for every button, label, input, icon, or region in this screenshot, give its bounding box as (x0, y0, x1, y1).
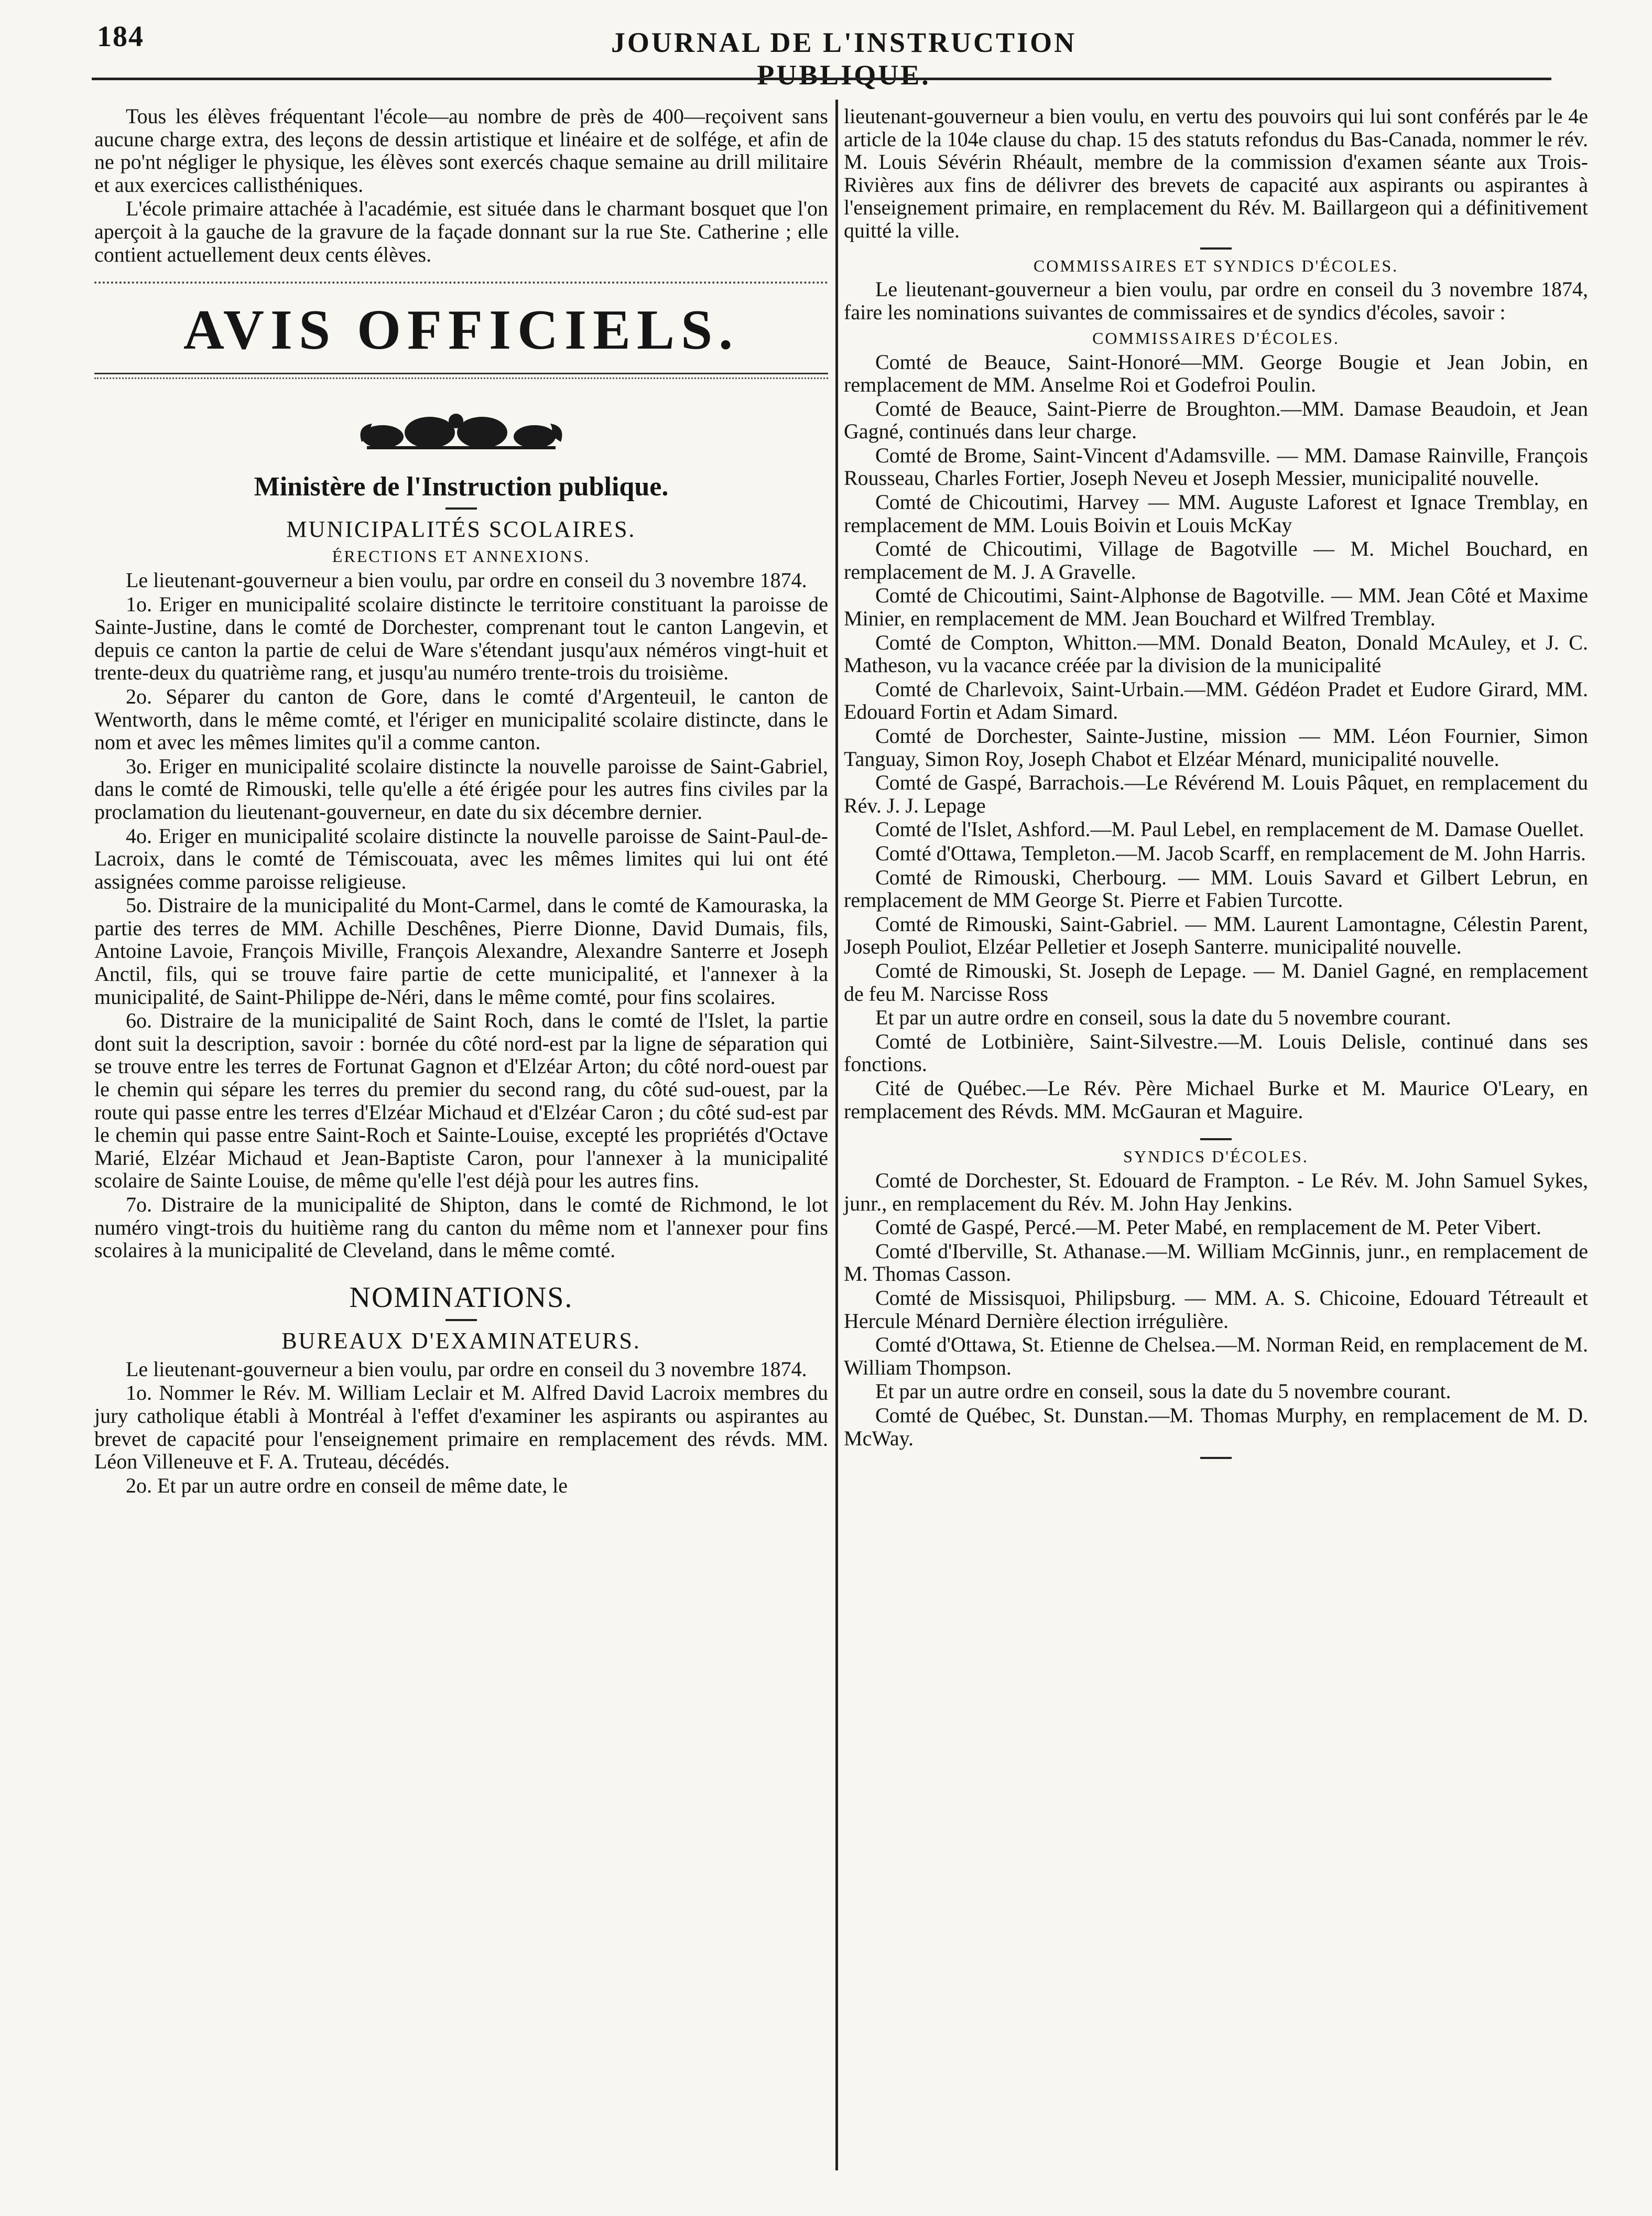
syndic-entry: Comté de Québec, St. Dunstan.—M. Thomas Murphy, en remplacement de M. D. McWay. (844, 1403, 1588, 1450)
short-rule (445, 1319, 477, 1321)
short-rule (1200, 247, 1232, 250)
erection-paragraph: 2o. Séparer du canton de Gore, dans le comté d'Argenteuil, le canton de Wentworth, dans le même comté, et l'ériger en municipalité scolaire distincte, dans le nom et avec les mêmes limites qu'il a comme canton. (94, 684, 828, 754)
commissaire-entry: Comté de Compton, Whitton.—MM. Donald Beaton, Donald McAuley, et J. C. Matheson, vu la vacance créée par la division de la municipalité (844, 630, 1588, 677)
erection-paragraph: 3o. Eriger en municipalité scolaire distincte la nouvelle paroisse de Saint-Gabriel, dans le comté de Rimouski, telle qu'elle a été érigée pour les autres fins civiles par la proclamation du lieutenant-gouverneur, en date du six décembre dernier. (94, 754, 828, 824)
commissaire-entry: Comté de Dorchester, Sainte-Justine, mission — MM. Léon Fournier, Simon Tanguay, Simon Roy, Joseph Chabot et Elzéar Ménard, municipalité nouvelle. (844, 724, 1588, 771)
syndic-entry: Comté de Dorchester, St. Edouard de Frampton. - Le Rév. M. John Samuel Sykes, junr., en remplacement du Rév. M. John Hay Jenkins. (844, 1168, 1588, 1215)
ministry-heading: Ministère de l'Instruction publique. (254, 472, 669, 502)
syndic-entry: Comté d'Iberville, St. Athanase.—M. William McGinnis, junr., en remplacement de M. Thomas Casson. (844, 1239, 1588, 1286)
bureaux-heading: BUREAUX D'EXAMINATEURS. (281, 1327, 641, 1354)
nominations-heading: NOMINATIONS. (349, 1281, 573, 1314)
printer-ornament-icon (94, 410, 828, 457)
bureaux-paragraph: 2o. Et par un autre ordre en conseil de même date, le (126, 1473, 568, 1497)
erection-paragraph: 5o. Distraire de la municipalité du Mont-Carmel, dans le comté de Kamouraska, la partie des terres de MM. Achille Deschênes, Pierre Dionne, David Dumais, fils, Antoine Lavoie, François Miville, François Alexandre, Alexandre Santerre et Joseph Anctil, fils, qui se trouve faire partie de cette municipalité, et l'annexer à la municipalité, de Saint-Philippe de-Néri, dans le même comté, pour fins scolaires. (94, 893, 828, 1009)
commissaire-entry: Comté de Rimouski, Saint-Gabriel. — MM. Laurent Lamontagne, Célestin Parent, Joseph Pouliot, Elzéar Pelletier et Joseph Santerre. municipalité nouvelle. (844, 912, 1588, 959)
continuation-paragraph: lieutenant-gouverneur a bien voulu, en vertu des pouvoirs qui lui sont conférés par le 4e article de la 104e clause du chap. 15 des statuts refondus du Bas-Canada, nommer le rév. M. Louis Sévérin Rhéault, membre de la commission d'examen séante aux Trois-Rivières aux fins de délivrer des brevets de capacité aux aspirants ou aspirantes à l'enseignement primaire, en remplacement du Rév. M. Baillargeon qui a définitivement quitté la ville. (844, 104, 1588, 242)
commissaire-entry: Cité de Québec.—Le Rév. Père Michael Burke et M. Maurice O'Leary, en remplacement des Révds. MM. McGauran et Maguire. (844, 1076, 1588, 1123)
intro-paragraph: Tous les élèves fréquentant l'école—au nombre de près de 400—reçoivent sans aucune charge extra, des leçons de dessin artistique et linéaire et de solfége, et afin de ne po'nt négliger le physique, les élèves sont exercés chaque semaine au drill militaire et aux exercices callisthéniques. (94, 104, 828, 197)
syndic-entry: Et par un autre ordre en conseil, sous la date du 5 novembre courant. (875, 1379, 1451, 1403)
right-column (844, 105, 1588, 1459)
running-head: JOURNAL DE L'INSTRUCTION PUBLIQUE. (611, 27, 1077, 91)
avis-officiels-title: AVIS OFFICIELS. (183, 299, 740, 362)
commissaires-syndics-heading: COMMISSAIRES ET SYNDICS D'ÉCOLES. (1033, 256, 1399, 275)
divider-rule (94, 282, 828, 284)
commissaire-entry: Comté de Charlevoix, Saint-Urbain.—MM. Gédéon Pradet et Eudore Girard, MM. Edouard Fortin et Adam Simard. (844, 677, 1588, 724)
erection-paragraph: 4o. Eriger en municipalité scolaire distincte la nouvelle paroisse de Saint-Paul-de-Lacroix, dans le comté de Témiscouata, avec les mêmes limites qui lui ont été assignées comme paroisse religieuse. (94, 824, 828, 893)
erection-paragraph: 1o. Eriger en municipalité scolaire distincte le territoire constituant la paroisse de Sainte-Justine, dans le comté de Dorchester, comprenant tout le canton Langevin, et depuis ce canton la partie de celui de Ware s'étendant jusqu'aux néméros vingt-huit et trente-deux du quatrième rang, et jusqu'au numéro trente-trois du troisième. (94, 592, 828, 685)
bureaux-paragraph: 1o. Nommer le Rév. M. William Leclair et M. Alfred David Lacroix membres du jury catholique établi à Montréal à l'effet d'examiner les aspirants ou aspirantes au brevet de capacité pour l'enseignement primaire en remplacement des révds. MM. Léon Villeneuve et F. A. Truteau, décédés. (94, 1381, 828, 1474)
short-rule (1200, 1138, 1232, 1140)
commissaire-entry: Comté de Lotbinière, Saint-Silvestre.—M. Louis Delisle, continué dans ses fonctions. (844, 1029, 1588, 1076)
commissaire-entry: Comté de Chicoutimi, Saint-Alphonse de Bagotville. — MM. Jean Côté et Maxime Minier, en remplacement de MM. Jean Bouchard et Wilfred Tremblay. (844, 583, 1588, 631)
erection-paragraph: 7o. Distraire de la municipalité de Shipton, dans le comté de Richmond, le lot numéro vingt-trois du huitième rang du canton du même nom et l'annexer pour fins scolaires à la municipalité de Cleveland, dans le même comté. (94, 1193, 828, 1262)
syndics-heading: SYNDICS D'ÉCOLES. (1123, 1147, 1309, 1166)
commissaire-entry: Comté de Rimouski, Cherbourg. — MM. Louis Savard et Gilbert Lebrun, en remplacement de MM George St. Pierre et Fabien Turcotte. (844, 865, 1588, 912)
municipalites-heading: MUNICIPALITÉS SCOLAIRES. (286, 516, 636, 543)
intro-paragraph: L'école primaire attachée à l'académie, est située dans le charmant bosquet que l'on aperçoit à la gauche de la gravure de la façade donnant sur la rue Ste. Catherine ; elle contient actuellement deux cents élèves. (94, 197, 828, 266)
syndic-entry: Comté d'Ottawa, St. Etienne de Chelsea.—M. Norman Reid, en remplacement de M. William Thompson. (844, 1333, 1588, 1379)
erections-heading: ÉRECTIONS ET ANNEXIONS. (332, 547, 591, 566)
erection-paragraph: Le lieutenant-gouverneur a bien voulu, par ordre en conseil du 3 novembre 1874. (126, 568, 807, 592)
commissaire-entry: Comté de Chicoutimi, Harvey — MM. Auguste Laforest et Ignace Tremblay, en remplacement de MM. Louis Boivin et Louis McKay (844, 490, 1588, 537)
header-rule (92, 78, 1551, 80)
commissaire-entry: Comté de Rimouski, St. Joseph de Lepage. — M. Daniel Gagné, en remplacement de feu M. Narcisse Ross (844, 958, 1588, 1006)
end-rule (1200, 1457, 1232, 1459)
commissaire-entry: Comté de Chicoutimi, Village de Bagotville — M. Michel Bouchard, en remplacement de M. J. A Gravelle. (844, 537, 1588, 583)
syndic-entry: Comté de Gaspé, Percé.—M. Peter Mabé, en remplacement de M. Peter Vibert. (875, 1215, 1541, 1239)
commissaire-entry: Comté de l'Islet, Ashford.—M. Paul Lebel, en remplacement de M. Damase Ouellet. (875, 817, 1584, 841)
syndic-entry: Comté de Missisquoi, Philipsburg. — MM. A. S. Chicoine, Edouard Tétreault et Hercule Ménard Dernière élection irrégulière. (844, 1285, 1588, 1333)
commissaire-entry: Comté de Beauce, Saint-Honoré—MM. George Bougie et Jean Jobin, en remplacement de MM. Anselme Roi et Godefroi Poulin. (844, 350, 1588, 397)
left-column (94, 105, 828, 1498)
erection-paragraph: 6o. Distraire de la municipalité de Saint Roch, dans le comté de l'Islet, la partie dont suit la description, savoir : bornée du côté nord-est par la ligne de séparation qui se trouve entre les terres de Fortunat Gagnon et d'Elzéar Arton; du côté nord-ouest par le chemin qui sépare les terres du premier du second rang, du côté sud-ouest, par la route qui passe entre les terres d'Elzéar Michaud et d'Elzéar Caron ; du côté sud-est par le chemin qui passe entre Saint-Roch et Sainte-Louise, excepté les propriétés d'Octave Marié, Elzéar Michaud et Jean-Baptiste Caron, pour l'annexer à la municipalité scolaire de Sainte Louise, de même qu'elle l'est déjà pour les autres fins. (94, 1009, 828, 1193)
commissaires-intro: Le lieutenant-gouverneur a bien voulu, par ordre en conseil du 3 novembre 1874, faire les nominations suivantes de commissaires et de syndics d'écoles, savoir : (844, 277, 1588, 325)
divider-rule (94, 373, 828, 379)
commissaire-entry: Et par un autre ordre en conseil, sous la date du 5 novembre courant. (875, 1006, 1451, 1030)
short-rule (445, 507, 477, 510)
column-divider (835, 100, 838, 2170)
commissaire-entry: Comté d'Ottawa, Templeton.—M. Jacob Scarff, en remplacement de M. John Harris. (875, 841, 1586, 865)
commissaire-entry: Comté de Brome, Saint-Vincent d'Adamsville. — MM. Damase Rainville, François Rousseau, Charles Fortier, Joseph Neveu et Joseph Messier, municipalité nouvelle. (844, 443, 1588, 490)
commissaire-entry: Comté de Gaspé, Barrachois.—Le Révérend M. Louis Pâquet, en remplacement du Rév. J. J. Lepage (844, 771, 1588, 817)
page-number: 184 (97, 20, 144, 53)
bureaux-paragraph: Le lieutenant-gouverneur a bien voulu, par ordre en conseil du 3 novembre 1874. (126, 1357, 807, 1381)
commissaires-heading: COMMISSAIRES D'ÉCOLES. (1092, 328, 1340, 348)
commissaire-entry: Comté de Beauce, Saint-Pierre de Broughton.—MM. Damase Beaudoin, et Jean Gagné, continués dans leur charge. (844, 396, 1588, 444)
